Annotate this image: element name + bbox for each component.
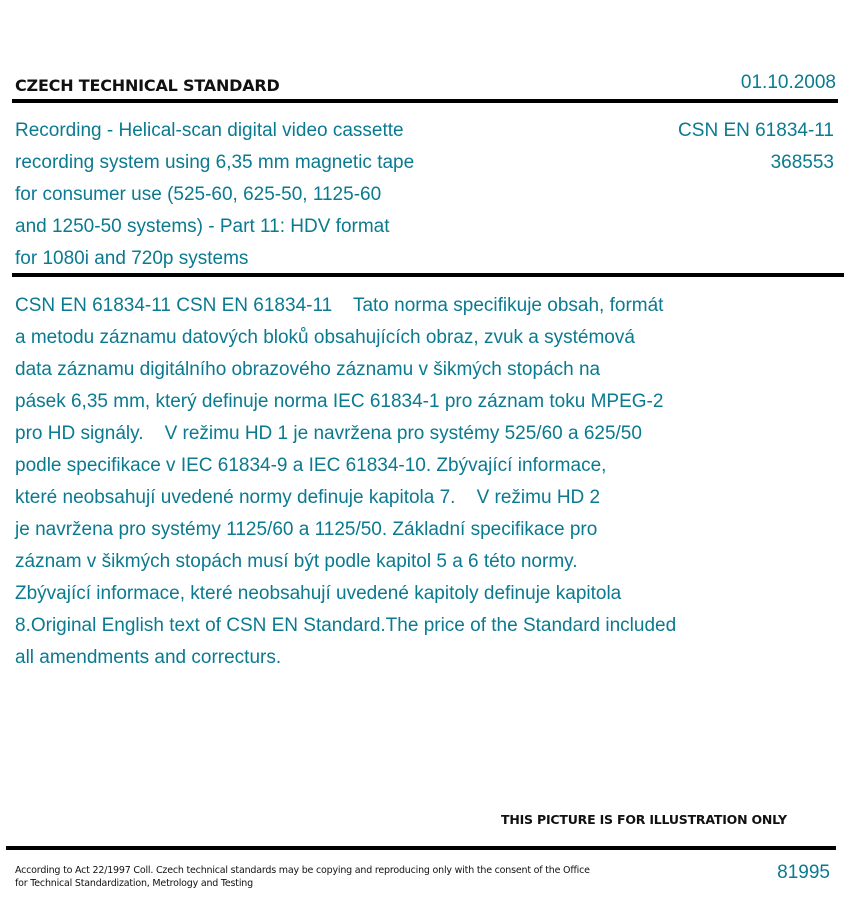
title-line: for consumer use (525-60, 625-50, 1125-60	[15, 184, 382, 205]
catalog-number: 368553	[770, 152, 834, 173]
description-line: je navržena pro systémy 1125/60 a 1125/50. Základní specifikace pro	[15, 519, 598, 540]
description-line: a metodu záznamu datových bloků obsahujících obraz, zvuk a systémová	[15, 327, 635, 348]
description-line: CSN EN 61834-11 CSN EN 61834-11 Tato norma specifikuje obsah, formát	[15, 295, 664, 316]
description-line: podle specifikace v IEC 61834-9 a IEC 61834-10. Zbývající informace,	[15, 455, 607, 476]
description-line: all amendments and correcturs.	[15, 647, 282, 668]
standard-code: CSN EN 61834-11	[678, 120, 834, 141]
illustration-note: THIS PICTURE IS FOR ILLUSTRATION ONLY	[501, 812, 787, 827]
publication-date: 01.10.2008	[740, 72, 836, 93]
standard-title	[15, 115, 535, 275]
footer-number: 81995	[777, 862, 830, 883]
title-divider	[12, 273, 844, 277]
footer-divider	[6, 846, 836, 850]
description-line: 8.Original English text of CSN EN Standard.The price of the Standard included	[15, 615, 677, 636]
description-line: záznam v šikmých stopách musí být podle kapitol 5 a 6 této normy.	[15, 551, 578, 572]
footer-legal-text	[15, 864, 615, 890]
header-label: CZECH TECHNICAL STANDARD	[15, 76, 280, 95]
description-line: pro HD signály. V režimu HD 1 je navržena pro systémy 525/60 a 625/50	[15, 423, 642, 444]
footer-line: According to Act 22/1997 Coll. Czech technical standards may be copying and reproducing only with the consent of the Office	[15, 865, 590, 876]
standard-codes	[678, 115, 834, 179]
title-line: and 1250-50 systems) - Part 11: HDV format	[15, 216, 390, 237]
header-divider	[12, 99, 838, 103]
footer-line: for Technical Standardization, Metrology and Testing	[15, 878, 253, 889]
description-line: data záznamu digitálního obrazového záznamu v šikmých stopách na	[15, 359, 601, 380]
description-line: Zbývající informace, které neobsahují uvedené kapitoly definuje kapitola	[15, 583, 622, 604]
description-line: pásek 6,35 mm, který definuje norma IEC 61834-1 pro záznam toku MPEG-2	[15, 391, 664, 412]
description-line: které neobsahují uvedené normy definuje kapitola 7. V režimu HD 2	[15, 487, 601, 508]
title-line: Recording - Helical-scan digital video cassette	[15, 120, 404, 141]
standard-description	[15, 290, 815, 674]
title-line: for 1080i and 720p systems	[15, 248, 249, 269]
title-line: recording system using 6,35 mm magnetic tape	[15, 152, 415, 173]
